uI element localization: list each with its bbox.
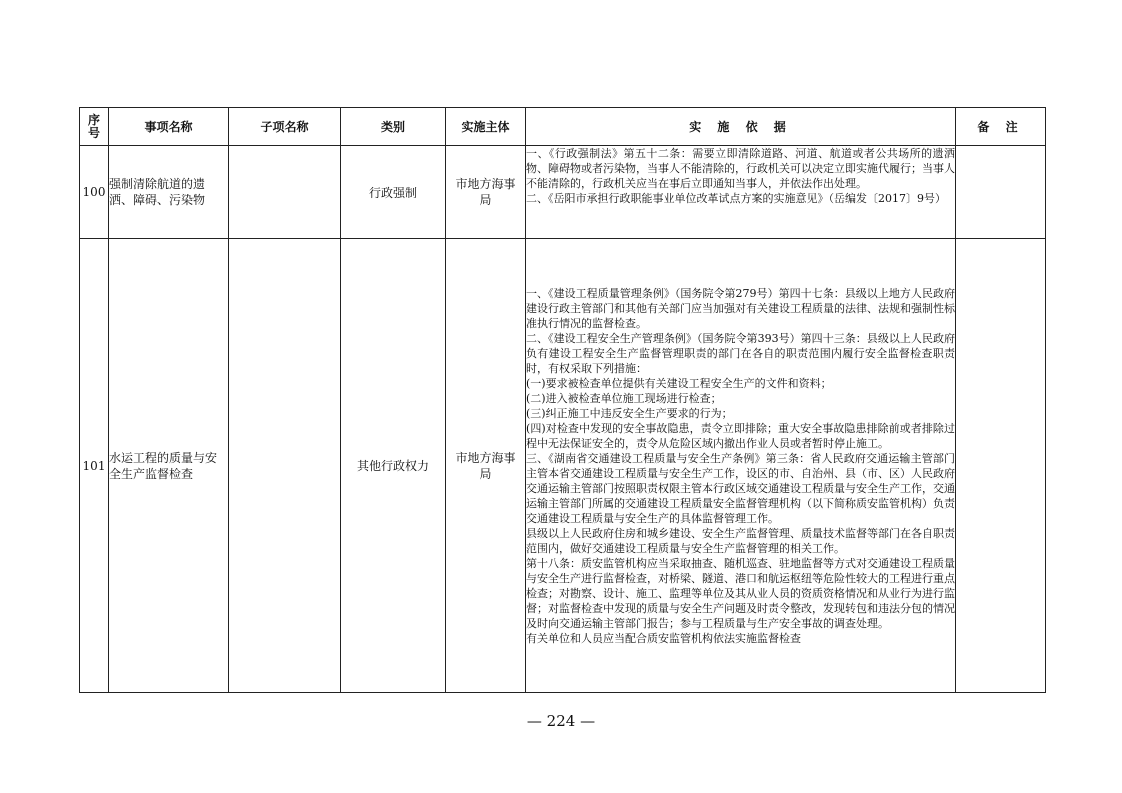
table-header-row — [80, 108, 1046, 146]
row-subject — [446, 146, 526, 239]
row-category: 其他行政权力 — [341, 239, 446, 693]
basis-paragraph: 二、《建设工程安全生产管理条例》（国务院令第393号）第四十三条：县级以上人民政府负有建设工程安全生产监督管理职责的部门在各自的职责范围内履行安全监督检查职责时，有权采取下列措施： — [526, 331, 955, 375]
basis-paragraph: (三)纠正施工中违反安全生产要求的行为； — [526, 406, 733, 420]
row-subject-text: 市地方海事局 — [455, 450, 516, 481]
basis-paragraph: 有关单位和人员应当配合质安监管机构依法实施监督检查 — [526, 631, 801, 645]
header-item-name: 事项名称 — [109, 108, 229, 146]
basis-paragraph: 三、《湖南省交通建设工程质量与安全生产条例》第三条：省人民政府交通运输主管部门主管本省交通建设工程质量与安全生产工作，设区的市、自治州、县（市、区）人民政府交通运输主管部门按照职责权限主管本行政区域交通建设工程质量与安全生产工作，交通运输主管部门所属的交通建设工程质量安全监督管理机构（以下简称质安监管机构）负责交通建设工程质量与安全生产的具体监督管理工作。 — [526, 451, 955, 525]
table-row — [80, 239, 1046, 693]
row-subject-text: 市地方海事局 — [455, 177, 516, 207]
row-seq: 100 — [80, 146, 109, 239]
header-category: 类别 — [341, 108, 446, 146]
basis-paragraph: 县级以上人民政府住房和城乡建设、安全生产监督管理、质量技术监督等部门在各自职责范围内，做好交通建设工程质量与安全生产监督管理的相关工作。 — [526, 526, 955, 555]
basis-paragraph: (一)要求被检查单位提供有关建设工程安全生产的文件和资料； — [526, 376, 832, 390]
page-number: — 224 — — [526, 712, 596, 730]
header-sub-item: 子项名称 — [229, 108, 341, 146]
row-basis — [526, 146, 956, 239]
basis-paragraph: 第十八条：质安监管机构应当采取抽查、随机巡查、驻地监督等方式对交通建设工程质量与安全生产进行监督检查，对桥梁、隧道、港口和航运枢纽等危险性较大的工程进行重点检查；对勘察、设计、施工、监理等单位及其从业人员的资质资格情况和从业行为进行监督；对监督检查中发现的质量与安全生产问题及时责令整改，发现转包和违法分包的情况及时向交通运输主管部门报告；参与工程质量与生产安全事故的调查处理。 — [526, 556, 955, 630]
row-item-name: 强制清除航道的遗洒、障碍、污染物 — [109, 146, 229, 239]
header-seq — [80, 108, 109, 146]
basis-paragraph: (四)对检查中发现的安全事故隐患，责令立即排除；重大安全事故隐患排除前或者排除过程中无法保证安全的，责令从危险区域内撤出作业人员或者暂时停止施工。 — [526, 421, 955, 450]
basis-paragraph: 二、《岳阳市承担行政职能事业单位改革试点方案的实施意见》（岳编发〔2017〕9号） — [526, 192, 946, 205]
header-basis: 实 施 依 据 — [526, 108, 956, 146]
header-subject: 实施主体 — [446, 108, 526, 146]
basis-paragraph: 一、《行政强制法》第五十二条：需要立即清除道路、河道、航道或者公共场所的遗洒物、障碍物或者污染物，当事人不能清除的，行政机关可以决定立即实施代履行；当事人不能清除的，行政机关应当在事后立即通知当事人，并依法作出处理。 — [526, 147, 955, 190]
row-subject — [446, 239, 526, 693]
row-basis — [526, 239, 956, 693]
table-row — [80, 146, 1046, 239]
basis-paragraph: 一、《建设工程质量管理条例》（国务院令第279号）第四十七条：县级以上地方人民政府建设行政主管部门和其他有关部门应当加强对有关建设工程质量的法律、法规和强制性标准执行情况的监督检查。 — [526, 286, 955, 330]
row-sub-item — [229, 239, 341, 693]
row-remarks — [956, 239, 1046, 693]
row-item-name: 水运工程的质量与安全生产监督检查 — [109, 239, 229, 693]
row-sub-item — [229, 146, 341, 239]
header-remarks: 备 注 — [956, 108, 1046, 146]
authority-table — [79, 107, 1046, 693]
header-seq-label: 序号 — [87, 112, 100, 140]
basis-paragraph: (二)进入被检查单位施工现场进行检查； — [526, 391, 722, 405]
row-category: 行政强制 — [341, 146, 446, 239]
row-remarks — [956, 146, 1046, 239]
row-seq: 101 — [80, 239, 109, 693]
